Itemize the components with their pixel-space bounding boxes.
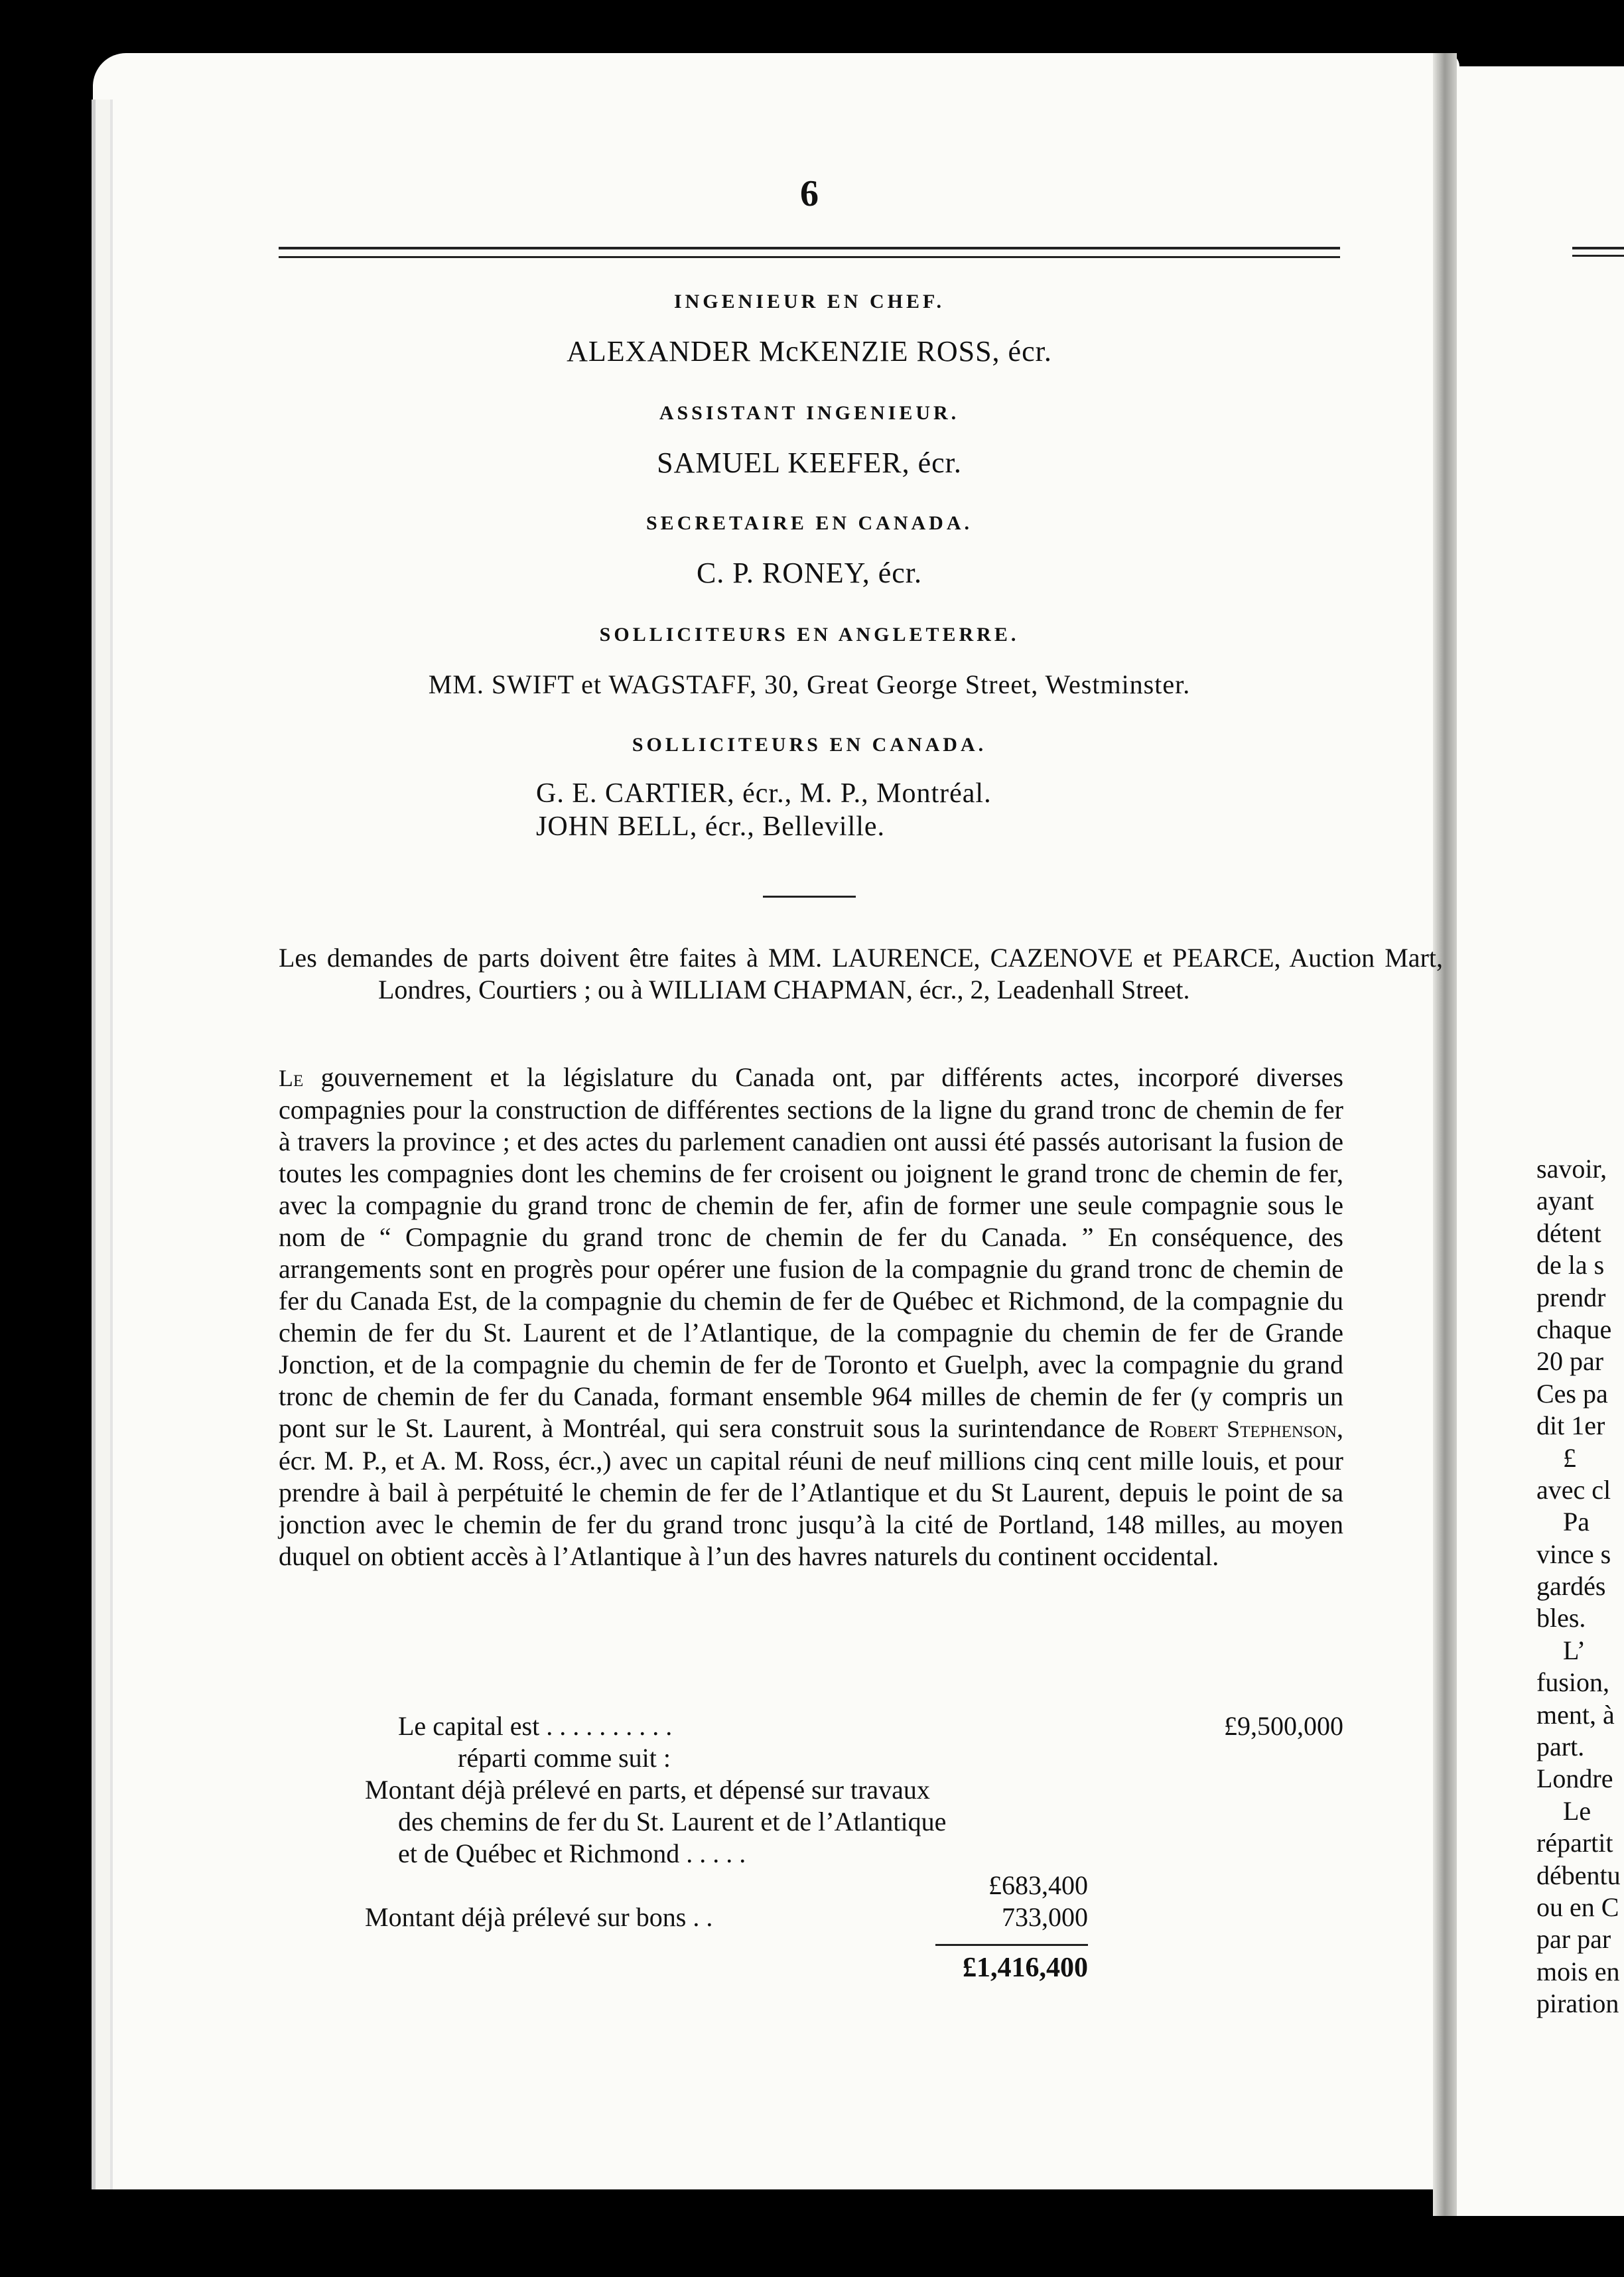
right-line: ou en C (1536, 1892, 1619, 1922)
right-line: par par (1536, 1924, 1611, 1955)
right-line: gardés (1536, 1571, 1606, 1602)
right-page-text (1536, 1153, 1624, 2020)
right-line: ayant (1536, 1186, 1594, 1216)
name-bell: JOHN BELL, écr., Belleville. (536, 811, 886, 842)
right-line: répartit (1536, 1828, 1613, 1858)
item1-value: £683,400 (988, 1870, 1088, 1900)
right-line: Pa (1563, 1507, 1590, 1537)
right-line: fusion, (1536, 1667, 1609, 1698)
right-line: prendr (1536, 1282, 1606, 1312)
right-line: ment, à (1536, 1699, 1615, 1730)
right-line: vince s (1536, 1539, 1611, 1569)
name-cartier: G. E. CARTIER, écr., M. P., Montréal. (536, 778, 992, 809)
right-line: 20 par (1536, 1346, 1604, 1377)
right-line: débentu (1536, 1860, 1621, 1890)
main-text-1: gouvernement et la législature du Canada ont, par différents actes, incorporé diverses compagnies pour la construction de différentes sections de la ligne du grand tronc de chemin de fer à travers la province ; et des actes du parlement canadien ont aussi été passés autorisant la fusion de toutes les compagnies dont les chemins de fer croisent ou joignent le grand tronc de chemin de fer, avec la compagnie du grand tronc de chemin de fer, afin de former une seule compagnie sous le nom de “ Compagnie du grand tronc de chemin de fer du Canada. ” En conséquence, des arrangements sont en progrès pour opérer une fusion de la compagnie du grand tronc de chemin de fer du Canada Est, de la compagnie du chemin de fer de Québec et Richmond, de la compagnie du chemin de fer du St. Laurent et de l’Atlantique, de la compagnie du chemin de fer de Grande Jonction, et de la compagnie du chemin de fer de Toronto et Guelph, avec la compagnie du grand tronc de chemin de fer du Canada, formant ensemble 964 milles de chemin de fer (y compris un pont sur le St. Laurent, à Montréal, qui sera construit sous la surintendance de (279, 1062, 1343, 1443)
right-line: savoir, (1536, 1154, 1607, 1184)
header-rule (279, 247, 1340, 258)
right-line: de la s (1536, 1250, 1605, 1280)
capital-label: Le capital est . . . . . . . . . . (398, 1711, 673, 1741)
right-line: détent (1536, 1217, 1601, 1248)
right-line: Ces pa (1536, 1378, 1608, 1409)
main-paragraph (279, 1062, 1343, 1572)
role-assistant-ingenieur: ASSISTANT INGENIEUR. (659, 402, 960, 424)
right-line: Le (1563, 1795, 1591, 1826)
name-roney: C. P. RONEY, écr. (696, 557, 923, 589)
item1-label: Montant déjà prélevé en parts, et dépensé sur travaux des chemins de fer du St. Laurent et de l’Atlantique et de Québec et Richmond . . . . . (365, 1775, 947, 1868)
right-line: £ (1563, 1442, 1576, 1473)
role-ingenieur-en-chef: INGENIEUR EN CHEF. (673, 291, 945, 312)
page-edge (92, 100, 113, 2189)
right-page-rule (1572, 247, 1624, 257)
stephenson-name: Robert Stephenson (1148, 1416, 1337, 1442)
name-keefer: SAMUEL KEEFER, écr. (657, 447, 962, 479)
page-number: 6 (800, 173, 819, 214)
right-line: Londre (1536, 1763, 1613, 1794)
right-line: L’ (1563, 1635, 1586, 1665)
reparti-label: réparti comme suit : (458, 1743, 671, 1773)
book-gutter (1433, 53, 1457, 2216)
item2-label: Montant déjà prélevé sur bons . . (365, 1902, 713, 1932)
demandes-paragraph: Les demandes de parts doivent être faites à MM. LAURENCE, CAZENOVE et PEARCE, Auction Mart, Londres, Courtiers ; ou à WILLIAM CHAPMAN, écr., 2, Leadenhall Street. (279, 943, 1443, 1004)
section-divider (763, 896, 856, 898)
right-line: chaque (1536, 1314, 1612, 1344)
right-line: avec cl (1536, 1474, 1611, 1505)
subtotal-value: £1,416,400 (963, 1953, 1088, 1983)
lead-word: Le (279, 1065, 304, 1091)
role-secretaire: SECRETAIRE EN CANADA. (646, 512, 973, 534)
right-line: part. (1536, 1732, 1585, 1762)
capital-total: £9,500,000 (1224, 1711, 1343, 1741)
right-line: dit 1er (1536, 1411, 1605, 1441)
right-line: bles. (1536, 1603, 1586, 1633)
role-solliciteurs-angleterre: SOLLICITEURS EN ANGLETERRE. (599, 624, 1020, 646)
name-swift-wagstaff: MM. SWIFT et WAGSTAFF, 30, Great George Street, Westminster. (428, 669, 1191, 699)
right-line: mois en (1536, 1956, 1620, 1986)
sum-rule (935, 1944, 1088, 1946)
role-solliciteurs-canada: SOLLICITEURS EN CANADA. (632, 734, 987, 756)
item2-value: 733,000 (1002, 1902, 1088, 1932)
name-ross: ALEXANDER McKENZIE ROSS, écr. (567, 335, 1052, 368)
main-text-2: , écr. M. P., et A. M. Ross, écr.,) avec un capital réuni de neuf millions cinq cent mille louis, et pour prendre à bail à perpétuité le chemin de fer de l’Atlantique et du St Laurent, depuis le point de sa jonction avec le chemin de fer du grand tronc jusqu’à la cité de Portland, 148 milles, au moyen duquel on obtient accès à l’Atlantique à l’un des havres naturels du continent occidental. (279, 1413, 1343, 1571)
right-line: piration (1536, 1988, 1619, 2019)
